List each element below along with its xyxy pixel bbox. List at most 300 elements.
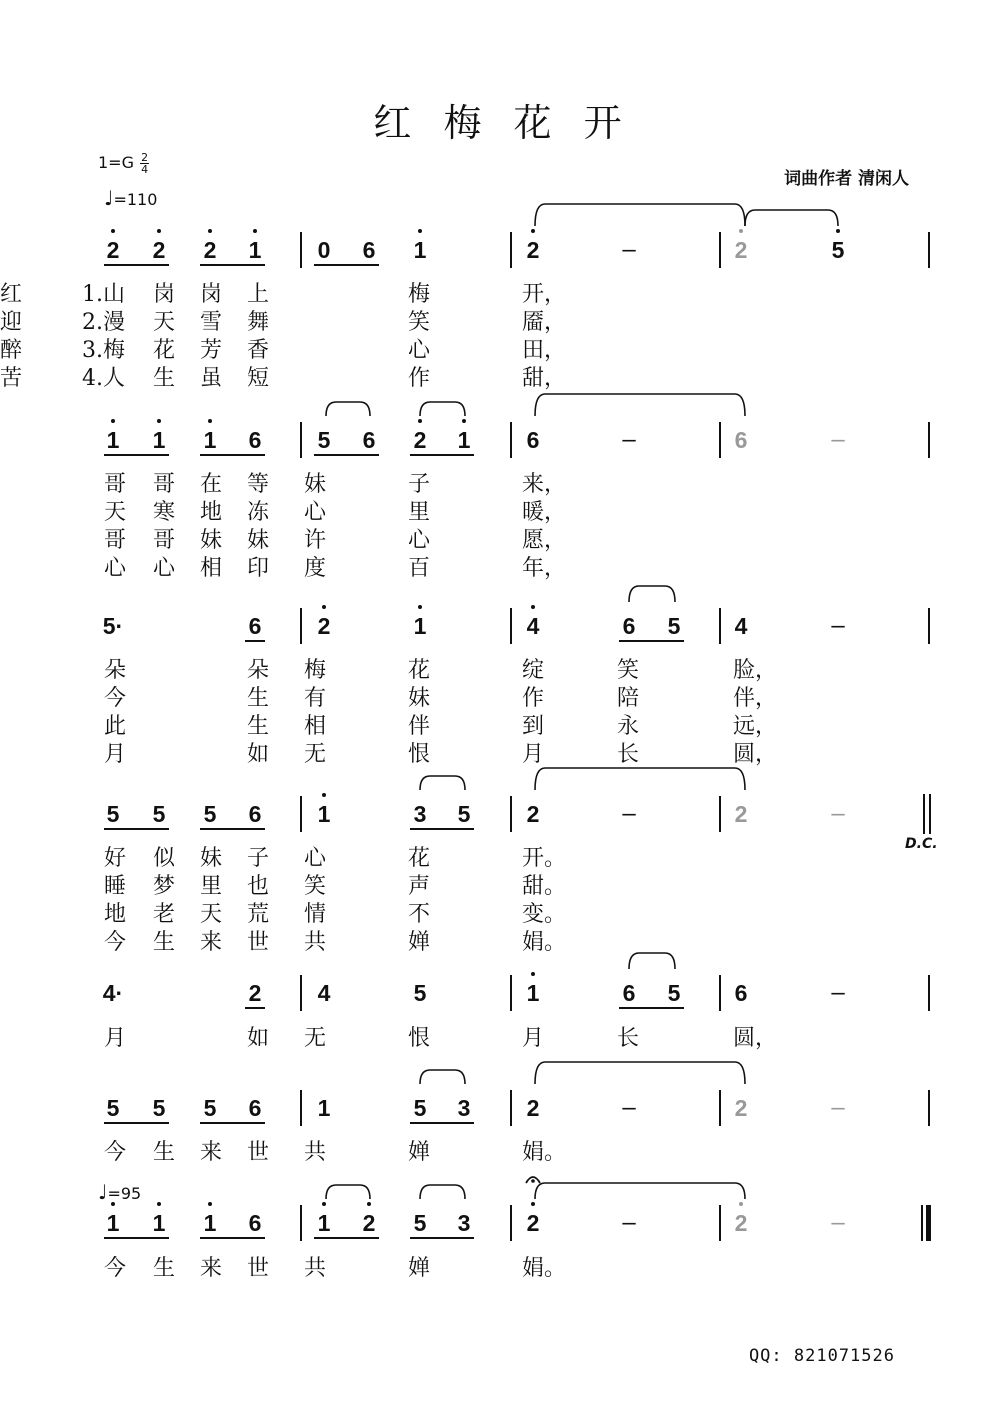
lyric-syllable: 月 [104, 1026, 127, 1051]
lyric-syllable: 月 [522, 742, 545, 767]
lyric-syllable: 今 [104, 930, 127, 955]
note: 6 [248, 801, 262, 827]
sustain-dash: – [831, 1209, 845, 1236]
lyric-syllable: 天 [153, 310, 176, 335]
lyric-syllable: 4.人 [82, 366, 125, 391]
barline [300, 1205, 302, 1241]
beam-underline [104, 454, 169, 456]
lyric-syllable: 花 [408, 658, 431, 683]
note: 6 [248, 1210, 262, 1236]
lyric-syllable: 来 [200, 1256, 223, 1281]
octave-dot [157, 419, 161, 423]
octave-dot [531, 229, 535, 233]
beam-underline [410, 1122, 474, 1124]
lyric-syllable: 1.山 [82, 282, 125, 307]
lyric-syllable: 睡 [104, 874, 127, 899]
beam-underline [200, 1122, 265, 1124]
octave-dot [322, 605, 326, 609]
note: 1 [317, 1095, 331, 1121]
beam-underline [104, 1122, 169, 1124]
note: 2 [526, 1210, 540, 1236]
note: 2 [526, 801, 540, 827]
beam-underline [200, 828, 265, 830]
note: 2 [362, 1210, 376, 1236]
lyric-syllable: 月 [522, 1026, 545, 1051]
lyric-syllable: 妹 [247, 528, 270, 553]
barline [928, 608, 930, 644]
lyric-syllable: 今 [104, 686, 127, 711]
lyric-syllable: 如 [247, 1026, 270, 1051]
lyric-syllable: 妹 [304, 472, 327, 497]
note: 1 [152, 427, 166, 453]
note: 2 [734, 1210, 748, 1236]
lyric-syllable: 婵 [408, 1256, 431, 1281]
lyric-syllable: 无 [304, 1026, 327, 1051]
tie-slur [326, 1185, 370, 1199]
lyric-syllable: 到 [522, 714, 545, 739]
lyric-syllable: 心 [408, 338, 431, 363]
barline [300, 796, 302, 832]
lyric-syllable: 度 [304, 556, 327, 581]
lyric-syllable: 地 [200, 500, 223, 525]
lyric-syllable: 生 [153, 930, 176, 955]
octave-dot [531, 972, 535, 976]
beam-underline [200, 1237, 265, 1239]
note: 2 [734, 237, 748, 263]
tie-slur [420, 402, 465, 416]
barline [510, 975, 512, 1011]
lyric-syllable: 许 [304, 528, 327, 553]
quarter-note-icon: ♩ [98, 1180, 108, 1204]
barline [719, 232, 721, 268]
lyric-syllable: 生 [247, 714, 270, 739]
note: 6 [362, 427, 376, 453]
lyric-syllable: 哥 [153, 528, 176, 553]
note: 6 [248, 1095, 262, 1121]
octave-dot [739, 1202, 743, 1206]
note: 2 [203, 237, 217, 263]
lyric-syllable: 声 [408, 874, 431, 899]
lyric-syllable: 百 [408, 556, 431, 581]
key-label: 1=G [98, 153, 134, 172]
beam-underline [410, 1237, 474, 1239]
octave-dot [322, 1202, 326, 1206]
lyric-syllable: 子 [408, 472, 431, 497]
lyric-syllable: 2.漫 [82, 310, 125, 335]
lyric-syllable: 印 [247, 556, 270, 581]
lyric-syllable: 如 [247, 742, 270, 767]
beam-underline [619, 640, 684, 642]
tempo-value: =95 [107, 1184, 142, 1203]
lyric-syllable: 妹 [200, 846, 223, 871]
lyric-syllable: 无 [304, 742, 327, 767]
beam-underline [245, 640, 265, 642]
beam-underline [619, 1007, 684, 1009]
lyric-syllable: 年， [522, 556, 567, 581]
note: 6 [622, 980, 636, 1006]
lyric-syllable: 相 [304, 714, 327, 739]
beam-underline [410, 454, 474, 456]
lyric-syllable: 变。 [522, 902, 567, 927]
lyric-syllable: 来， [522, 472, 567, 497]
note: 6 [622, 613, 636, 639]
barline [719, 975, 721, 1011]
note: 5 [317, 427, 331, 453]
octave-dot [418, 229, 422, 233]
beam-underline [314, 454, 379, 456]
lyric-syllable: 世 [247, 930, 270, 955]
lyric-syllable: 笑 [617, 658, 640, 683]
octave-dot [111, 229, 115, 233]
lyric-syllable: 世 [247, 1256, 270, 1281]
dc-mark: D.C. [905, 836, 938, 852]
note: 5 [203, 801, 217, 827]
note: 3 [457, 1095, 471, 1121]
lyric-syllable: 月 [104, 742, 127, 767]
lyric-syllable: 相 [200, 556, 223, 581]
note: 1 [413, 237, 427, 263]
sustain-dash: – [622, 800, 636, 827]
tie-slur [745, 210, 838, 226]
note: 5 [152, 801, 166, 827]
tie-slur [629, 953, 675, 969]
note: 6 [734, 980, 748, 1006]
note: 5 [667, 980, 681, 1006]
lyric-syllable: 生 [153, 1256, 176, 1281]
barline [300, 975, 302, 1011]
lyric-syllable: 笑 [408, 310, 431, 335]
lyric-syllable: 冻 [247, 500, 270, 525]
lyric-syllable: 共 [304, 930, 327, 955]
note: 2 [413, 427, 427, 453]
fermata-dot [531, 1179, 535, 1183]
lyric-syllable: 笑 [304, 874, 327, 899]
lyric-syllable: 作 [522, 686, 545, 711]
lyric-syllable: 伴， [733, 686, 778, 711]
octave-dot [208, 419, 212, 423]
octave-dot [253, 229, 257, 233]
barline [719, 1090, 721, 1126]
footer-qq: QQ: 821071526 [748, 1346, 895, 1366]
lyric-syllable: 来 [200, 930, 223, 955]
lyric-syllable: 荒 [247, 902, 270, 927]
lyric-syllable: 生 [153, 1140, 176, 1165]
note: 1 [106, 1210, 120, 1236]
octave-dot [208, 1202, 212, 1206]
note: 1 [317, 1210, 331, 1236]
lyric-syllable: 陪 [617, 686, 640, 711]
octave-dot [531, 1202, 535, 1206]
lyric-syllable: 等 [247, 472, 270, 497]
lyric-syllable: 3.梅 [82, 338, 125, 363]
lyric-syllable: 哥 [104, 472, 127, 497]
barline [300, 232, 302, 268]
note: 2 [526, 237, 540, 263]
octave-dot [739, 229, 743, 233]
end-barline-thin [921, 1205, 923, 1241]
beam-underline [104, 828, 169, 830]
note: 2 [734, 1095, 748, 1121]
sustain-dash: – [831, 800, 845, 827]
lyric-syllable: 甜， [522, 366, 567, 391]
barline [719, 422, 721, 458]
note: 5 [413, 1210, 427, 1236]
author-credit: 词曲作者 清闲人 [784, 169, 909, 189]
sustain-dash: – [622, 1094, 636, 1121]
octave-dot [531, 605, 535, 609]
lyric-syllable: 愿， [522, 528, 567, 553]
lyric-syllable: 甜。 [522, 874, 567, 899]
lyric-syllable: 不 [408, 902, 431, 927]
double-barline-thin [923, 794, 925, 834]
lyric-syllable: 伴 [408, 714, 431, 739]
tie-slur [535, 768, 745, 790]
lyric-syllable: 远， [733, 714, 778, 739]
lyric-syllable: 此 [104, 714, 127, 739]
lyric-syllable: 开。 [522, 846, 567, 871]
lyric-syllable: 田， [522, 338, 567, 363]
barline [510, 1205, 512, 1241]
barline [510, 608, 512, 644]
note: 4 [526, 613, 540, 639]
tie-slur [535, 204, 745, 226]
note: 5 [413, 980, 427, 1006]
note: 1 [203, 427, 217, 453]
octave-dot [836, 229, 840, 233]
octave-dot [208, 229, 212, 233]
lyric-syllable: 娟。 [522, 930, 567, 955]
beam-underline [200, 264, 265, 266]
note: 2 [106, 237, 120, 263]
beam-underline [245, 1007, 265, 1009]
tempo-value: =110 [113, 190, 158, 209]
beam-underline [314, 1237, 379, 1239]
note: 2 [317, 613, 331, 639]
note: 1 [106, 427, 120, 453]
barline [719, 1205, 721, 1241]
barline [510, 422, 512, 458]
barline [300, 422, 302, 458]
lyric-syllable: 梦 [153, 874, 176, 899]
lyric-syllable: 暖， [522, 500, 567, 525]
lyric-syllable: 虽 [200, 366, 223, 391]
lyric-syllable: 婵 [408, 930, 431, 955]
note: 6 [734, 427, 748, 453]
end-barline-thick [926, 1205, 931, 1241]
lyric-syllable: 上 [247, 282, 270, 307]
lyric-syllable: 在 [200, 472, 223, 497]
note: 5 [413, 1095, 427, 1121]
note: 2 [152, 237, 166, 263]
lyric-syllable: 寒 [153, 500, 176, 525]
note: 4· [102, 980, 124, 1006]
octave-dot [367, 1202, 371, 1206]
lyric-syllable: 梅 [408, 282, 431, 307]
barline [510, 1090, 512, 1126]
note: 3 [457, 1210, 471, 1236]
lyric-syllable: 舞 [247, 310, 270, 335]
lyric-syllable: 共 [304, 1140, 327, 1165]
octave-dot [462, 419, 466, 423]
time-sig-bottom: 4 [141, 163, 149, 176]
lyric-syllable: 老 [153, 902, 176, 927]
lyric-syllable: 岗 [153, 282, 176, 307]
lyric-syllable: 雪 [200, 310, 223, 335]
lyric-syllable: 好 [104, 846, 127, 871]
barline [928, 975, 930, 1011]
lyric-syllable: 红 [0, 282, 23, 307]
tie-slur [535, 1062, 745, 1084]
lyric-syllable: 恨 [408, 1026, 431, 1051]
note: 5 [203, 1095, 217, 1121]
note: 1 [152, 1210, 166, 1236]
barline [300, 608, 302, 644]
lyric-syllable: 靥， [522, 310, 567, 335]
tie-slur [420, 1185, 465, 1199]
note: 5 [457, 801, 471, 827]
time-sig-top: 2 [141, 151, 149, 164]
note: 5 [106, 1095, 120, 1121]
note: 5 [667, 613, 681, 639]
sustain-dash: – [831, 979, 845, 1006]
lyric-syllable: 梅 [304, 658, 327, 683]
octave-dot [418, 419, 422, 423]
lyric-syllable: 朵 [247, 658, 270, 683]
beam-underline [410, 828, 474, 830]
note: 1 [457, 427, 471, 453]
beam-underline [200, 454, 265, 456]
lyric-syllable: 妹 [200, 528, 223, 553]
lyric-syllable: 圆， [733, 1026, 778, 1051]
tie-slur [326, 402, 370, 416]
note: 2 [734, 801, 748, 827]
lyric-syllable: 娟。 [522, 1140, 567, 1165]
lyric-syllable: 圆， [733, 742, 778, 767]
lyric-syllable: 今 [104, 1140, 127, 1165]
lyric-syllable: 地 [104, 902, 127, 927]
note: 6 [248, 613, 262, 639]
beam-underline [104, 1237, 169, 1239]
lyric-syllable: 生 [153, 366, 176, 391]
note: 5· [102, 613, 124, 639]
tie-slur [420, 776, 465, 790]
note: 1 [203, 1210, 217, 1236]
lyric-syllable: 里 [200, 874, 223, 899]
lyric-syllable: 香 [247, 338, 270, 363]
note: 6 [362, 237, 376, 263]
lyric-syllable: 心 [153, 556, 176, 581]
lyric-syllable: 子 [247, 846, 270, 871]
lyric-syllable: 娟。 [522, 1256, 567, 1281]
lyric-syllable: 醉 [0, 338, 23, 363]
beam-underline [314, 264, 379, 266]
lyric-syllable: 生 [247, 686, 270, 711]
lyric-syllable: 情 [304, 902, 327, 927]
lyric-syllable: 里 [408, 500, 431, 525]
barline [300, 1090, 302, 1126]
note: 1 [248, 237, 262, 263]
lyric-syllable: 迎 [0, 310, 23, 335]
lyric-syllable: 哥 [104, 528, 127, 553]
lyric-syllable: 心 [304, 500, 327, 525]
lyric-syllable: 岗 [200, 282, 223, 307]
lyric-syllable: 共 [304, 1256, 327, 1281]
lyric-syllable: 妹 [408, 686, 431, 711]
octave-dot [157, 1202, 161, 1206]
barline [928, 232, 930, 268]
barline [928, 1090, 930, 1126]
sustain-dash: – [831, 1094, 845, 1121]
lyric-syllable: 永 [617, 714, 640, 739]
lyric-syllable: 苦 [0, 366, 23, 391]
octave-dot [322, 793, 326, 797]
song-title: 红 梅 花 开 [373, 101, 632, 145]
barline [510, 232, 512, 268]
lyric-syllable: 作 [408, 366, 431, 391]
note: 5 [106, 801, 120, 827]
lyric-syllable: 开， [522, 282, 567, 307]
barline [928, 422, 930, 458]
tie-slur [629, 586, 675, 602]
lyric-syllable: 绽 [522, 658, 545, 683]
octave-dot [111, 419, 115, 423]
tie-slur [420, 1070, 465, 1084]
note: 6 [248, 427, 262, 453]
note: 1 [317, 801, 331, 827]
lyric-syllable: 哥 [153, 472, 176, 497]
lyric-syllable: 芳 [200, 338, 223, 363]
lyric-syllable: 也 [247, 874, 270, 899]
note: 0 [317, 237, 331, 263]
sustain-dash: – [831, 426, 845, 453]
lyric-syllable: 世 [247, 1140, 270, 1165]
lyric-syllable: 花 [408, 846, 431, 871]
sustain-dash: – [622, 1209, 636, 1236]
octave-dot [157, 229, 161, 233]
beam-underline [104, 264, 169, 266]
lyric-syllable: 恨 [408, 742, 431, 767]
note: 1 [526, 980, 540, 1006]
note: 5 [831, 237, 845, 263]
lyric-syllable: 心 [304, 846, 327, 871]
lyric-syllable: 婵 [408, 1140, 431, 1165]
barline [719, 608, 721, 644]
note: 1 [413, 613, 427, 639]
note: 5 [152, 1095, 166, 1121]
lyric-syllable: 今 [104, 1256, 127, 1281]
barline [510, 796, 512, 832]
lyric-syllable: 长 [617, 742, 640, 767]
sustain-dash: – [622, 426, 636, 453]
lyric-syllable: 长 [617, 1026, 640, 1051]
double-barline-thin [929, 794, 931, 834]
note: 3 [413, 801, 427, 827]
note: 6 [526, 427, 540, 453]
lyric-syllable: 短 [247, 366, 270, 391]
lyric-syllable: 似 [153, 846, 176, 871]
note: 4 [734, 613, 748, 639]
quarter-note-icon: ♩ [104, 186, 114, 210]
octave-dot [418, 605, 422, 609]
tie-slur [535, 1183, 745, 1199]
tie-slur [535, 394, 745, 416]
note: 2 [248, 980, 262, 1006]
lyric-syllable: 天 [200, 902, 223, 927]
note: 2 [526, 1095, 540, 1121]
lyric-syllable: 心 [104, 556, 127, 581]
lyric-syllable: 朵 [104, 658, 127, 683]
lyric-syllable: 天 [104, 500, 127, 525]
